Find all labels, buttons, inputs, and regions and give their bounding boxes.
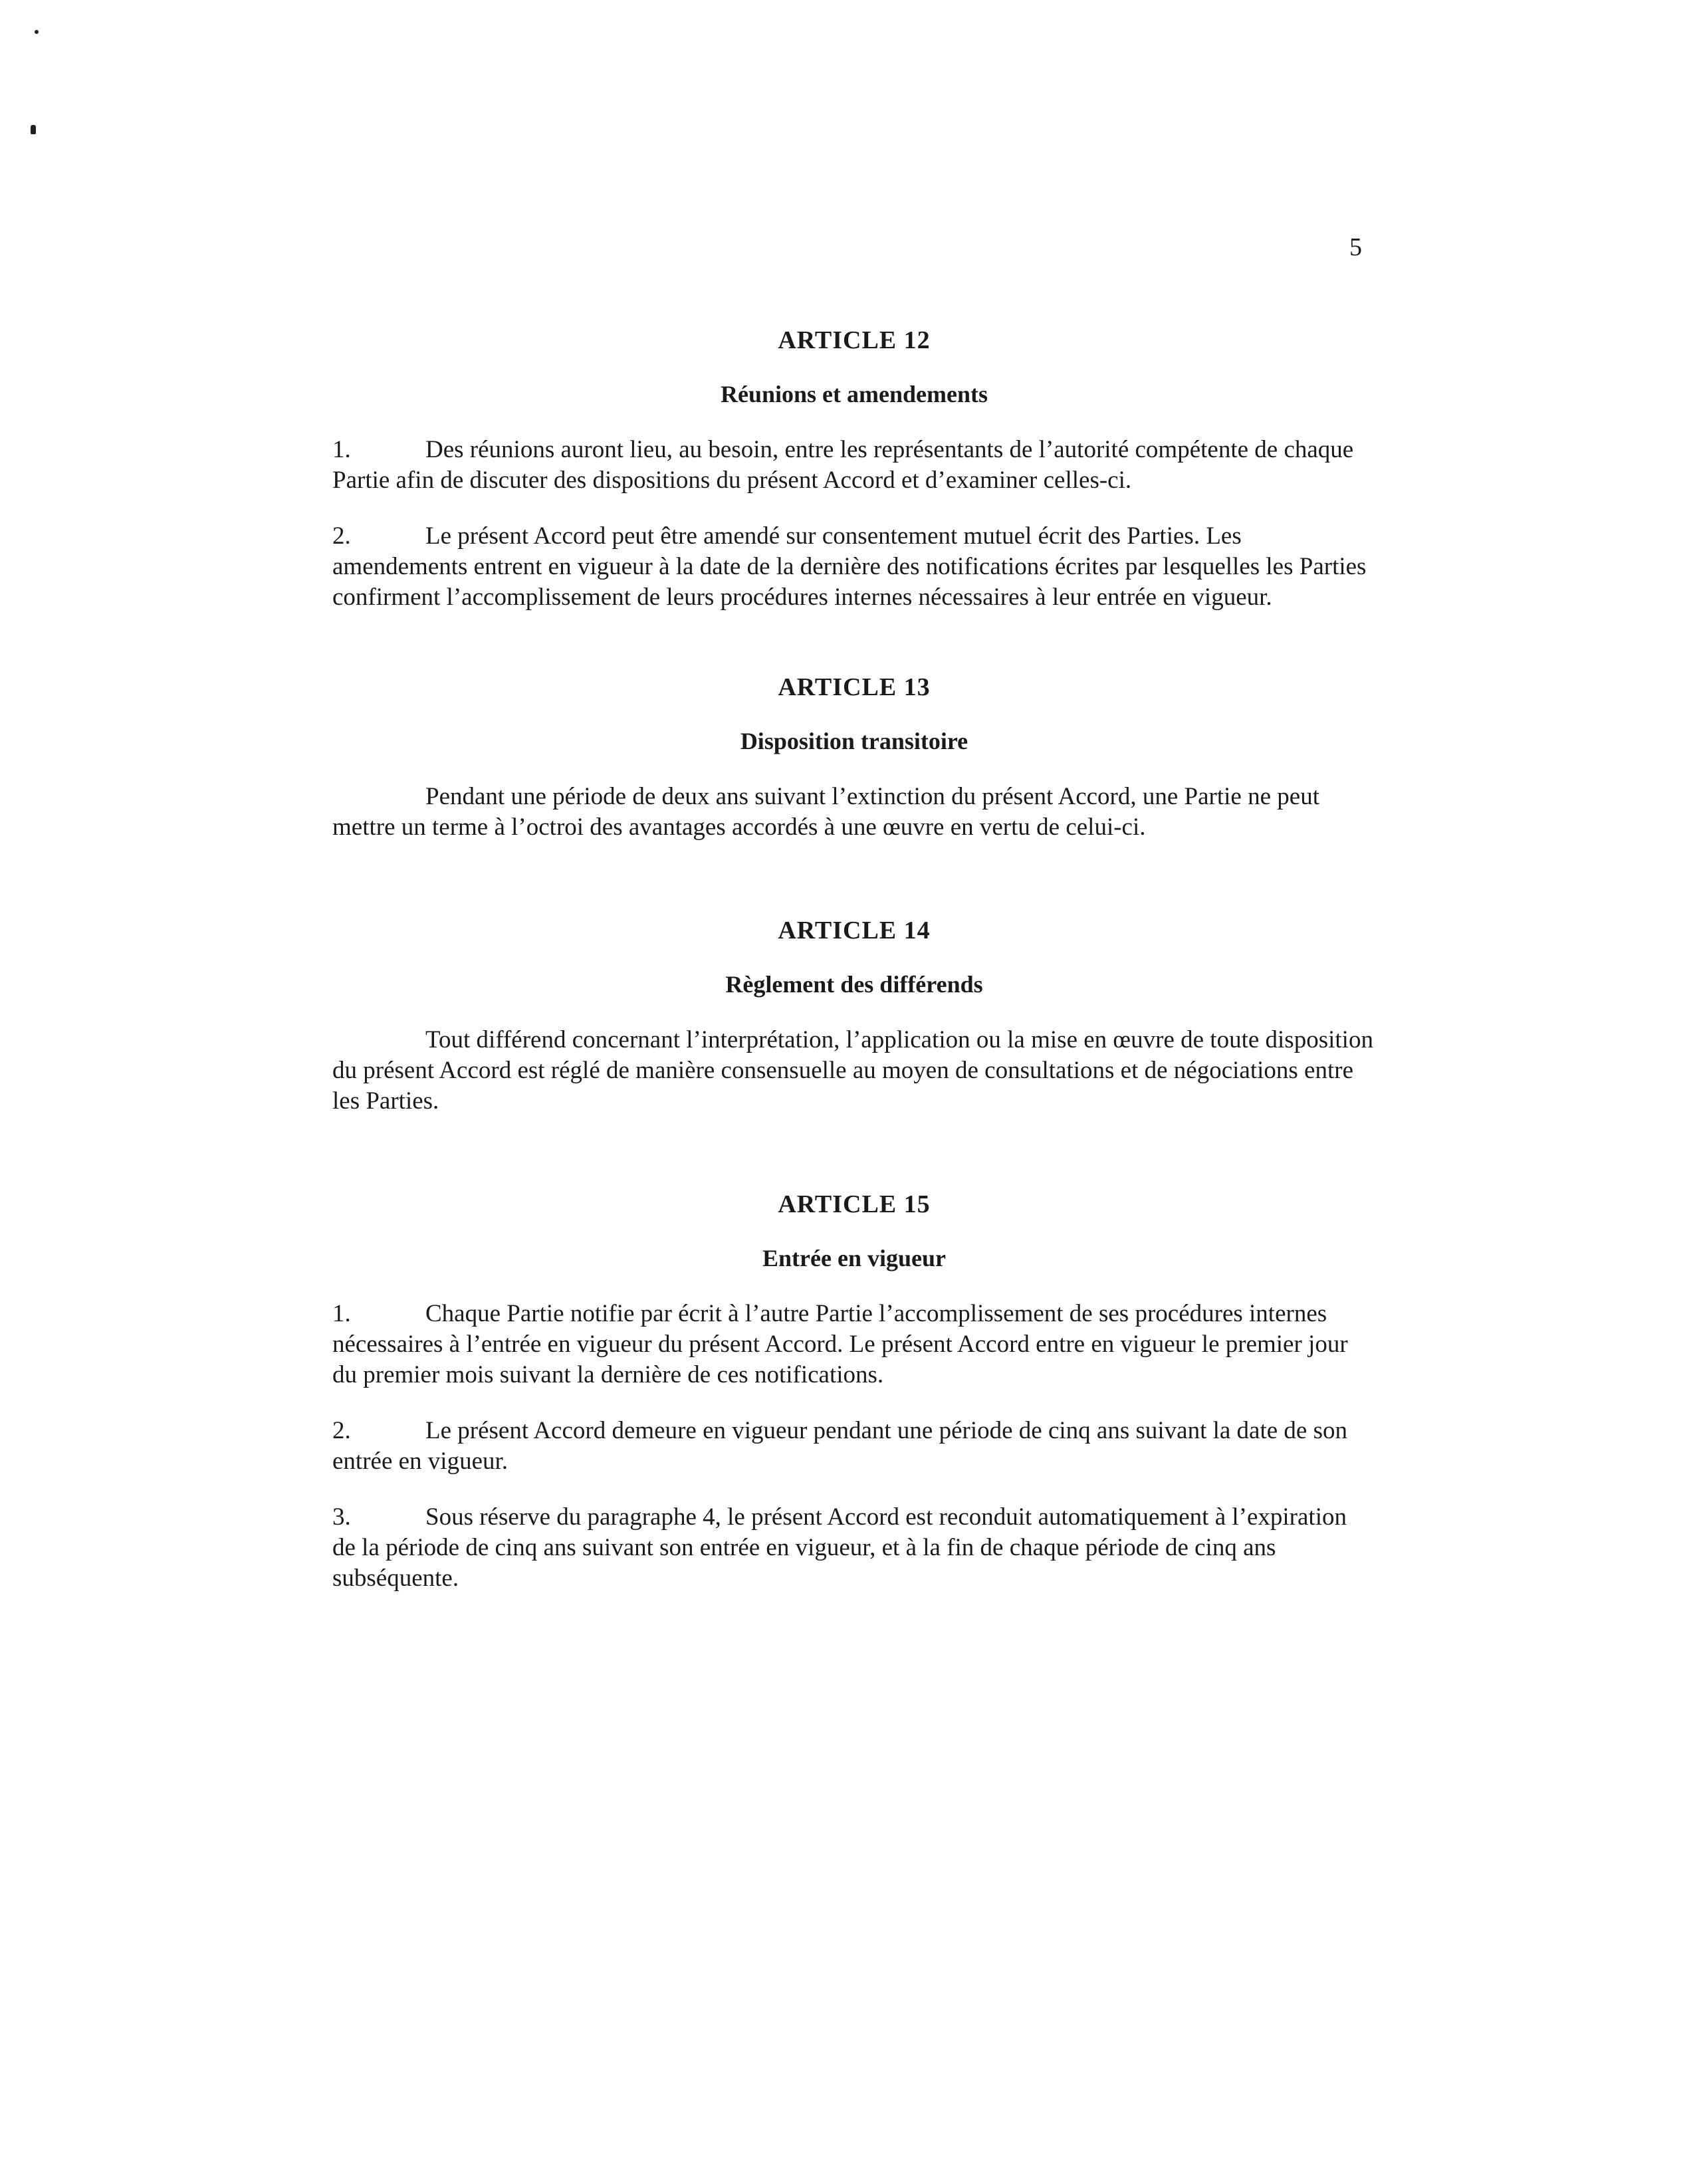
article-title: Entrée en vigueur <box>762 1245 946 1271</box>
article-paragraph: Pendant une période de deux ans suivant l’extinction du présent Accord, une Partie ne peut mettre un terme à l’octroi des avantages accordés à une œuvre en vertu de celui-ci. <box>332 783 1319 841</box>
paragraph-number: 2. <box>332 1417 351 1444</box>
article-paragraph <box>332 1299 1376 1390</box>
paragraph-text: Chaque Partie notifie par écrit à l’autre Partie l’accomplissement de ses procédures internes nécessaires à l’entrée en vigueur du présent Accord. Le présent Accord entre en vigueur le premier jour du premier mois suivant la dernière de ces notifications. <box>332 1300 1348 1388</box>
article-paragraph <box>332 1416 1376 1477</box>
paragraph-text: Le présent Accord demeure en vigueur pendant une période de cinq ans suivant la date de son entrée en vigueur. <box>332 1417 1347 1475</box>
article-heading: ARTICLE 12 <box>778 326 931 354</box>
paragraph-number: 3. <box>332 1503 351 1531</box>
article-paragraph <box>332 521 1376 613</box>
document-body <box>332 326 1376 1660</box>
paragraph-number: 2. <box>332 522 351 550</box>
paragraph-text: Le présent Accord peut être amendé sur consentement mutuel écrit des Parties. Les amendements entrent en vigueur à la date de la dernière des notifications écrites par lesquelles les Parties confirment l’accomplissement de leurs procédures internes nécessaires à leur entrée en vigueur. <box>332 522 1367 611</box>
article-14 <box>332 916 1376 1117</box>
article-15 <box>332 1190 1376 1594</box>
page-number: 5 <box>1349 233 1362 261</box>
article-title: Réunions et amendements <box>721 381 988 407</box>
paragraph-text: Sous réserve du paragraphe 4, le présent Accord est reconduit automatiquement à l’expiration de la période de cinq ans suivant son entrée en vigueur, et à la fin de chaque période de cinq ans subséquente. <box>332 1503 1347 1592</box>
paragraph-number: 1. <box>332 1300 351 1327</box>
paragraph-text: Des réunions auront lieu, au besoin, entre les représentants de l’autorité compétente de chaque Partie afin de discuter des dispositions du présent Accord et d’examiner celles-ci. <box>332 436 1354 494</box>
article-title: Règlement des différends <box>725 971 983 998</box>
article-13 <box>332 673 1376 843</box>
scan-speck <box>31 125 36 134</box>
article-12 <box>332 326 1376 613</box>
article-heading: ARTICLE 15 <box>778 1190 931 1218</box>
paragraph-number: 1. <box>332 436 351 463</box>
article-title: Disposition transitoire <box>740 728 968 754</box>
article-heading: ARTICLE 13 <box>778 673 931 701</box>
article-paragraph: Tout différend concernant l’interprétation, l’application ou la mise en œuvre de toute disposition du présent Accord est réglé de manière consensuelle au moyen de consultations et de négociations entre les Parties. <box>332 1026 1373 1115</box>
article-paragraph <box>332 435 1376 496</box>
scan-speck <box>35 30 39 34</box>
article-paragraph <box>332 1502 1376 1594</box>
article-heading: ARTICLE 14 <box>778 917 931 944</box>
